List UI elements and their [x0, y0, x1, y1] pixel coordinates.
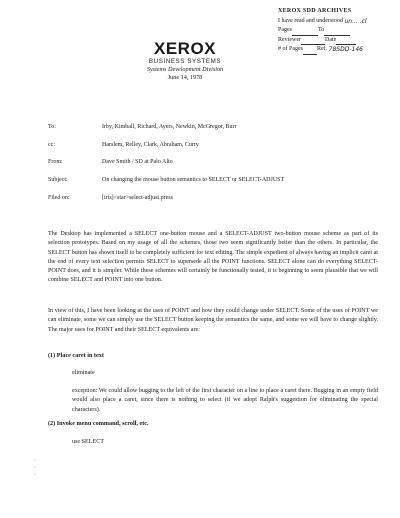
memo-date: June 14, 1978 [167, 74, 203, 81]
xerox-logo: XEROX [153, 39, 217, 58]
archive-stamp [278, 7, 396, 55]
archive-reviewer-label: Reviewer [278, 36, 301, 43]
archive-date-line [336, 36, 356, 46]
archive-to-label: To [318, 27, 325, 33]
subdivision-name: Systems Development Division [146, 66, 224, 73]
memo-to-value: Irby, Kimball, Richard, Ayers, Newkin, McGregor, Burr [102, 124, 237, 130]
body-paragraph-1: The Desktop has implemented a SELECT one-button mouse and a SELECT-ADJUST two-button mouse scheme as part of its selection prototypes. Based on my usage of all the schemes, those two seem significantly better than the others. In particular, the SELECT button has shown itself to be completely sufficient for text editing. The simple expedient of always having an implicit caret at the end of every text selection permits SELECT to supersede all the POINT functions. SELECT alone can do everything SELECT-POINT does, and it is simpler. While these schemes will certainly be functionally tested, it is beginning to seem plausible that we will combine SELECT and POINT into one button. [48, 231, 379, 284]
archive-pages-line [292, 26, 318, 36]
letterhead [120, 40, 250, 82]
margin-marks: · · · [34, 458, 36, 478]
archive-title: XEROX SDD ARCHIVES [278, 8, 352, 14]
memo-subject-value: On changing the mouse button semantics to SELECT or SELECT-ADJUST [102, 177, 285, 183]
archive-read-hand: un... .cl [344, 17, 367, 25]
item-1-heading: (1) Place caret in text [48, 352, 104, 359]
memo-from-label: From: [48, 159, 63, 165]
memo-subject-label: Subject: [48, 177, 68, 183]
archive-pages-label: Pages [278, 27, 292, 33]
archive-read-row [278, 17, 396, 27]
archive-numpages-row [278, 45, 396, 55]
memo-filed-label: Filed on: [48, 195, 70, 201]
memo-from-value: Dave Smith / SD at Palo Alto [102, 159, 173, 165]
archive-ref-label: Ref. [317, 46, 328, 52]
memo-filed-value: [iris]<star>select-adjust.press [102, 195, 173, 201]
archive-ref-value: 78SDD-146 [328, 46, 363, 53]
division-name: BUSINESS SYSTEMS [148, 58, 222, 65]
archive-to-line [324, 26, 350, 36]
archive-numpages-line [303, 45, 317, 55]
archive-pages-row [278, 26, 396, 36]
item-1-exception: exception: We could allow bugging to the left of the first character on a line to place a caret there. Bugging in an empty field would also place a caret, since there is nothing to select (if we adopt Ralph's suggestion for eliminating the special characters). [72, 388, 378, 413]
memo-to-label: To: [48, 124, 56, 130]
archive-numpages-label: # of Pages [278, 46, 303, 52]
item-1-sub: eliminate [72, 370, 95, 376]
memo-cc-value: Harslem, Relley, Clark, Abraham, Curry [102, 142, 199, 148]
archive-date-label: Date [325, 36, 337, 43]
archive-reviewer-row [278, 36, 396, 46]
item-2-sub: use SELECT [72, 439, 104, 445]
archive-read-line: I have read and understood [278, 17, 343, 24]
archive-reviewer-line [301, 36, 325, 46]
body-paragraph-2: In view of this, I have been looking at the uses of POINT and how they could change under SELECT. Some of the uses of POINT we can eliminate, some we can simply use the SELECT button keeping the semantics the same, and some we will have to change slightly. The major uses for POINT and their SELECT equivalents are: [48, 308, 378, 333]
memo-cc-label: cc: [48, 142, 55, 148]
item-2-heading: (2) Invoke menu command, scroll, etc. [48, 420, 149, 427]
